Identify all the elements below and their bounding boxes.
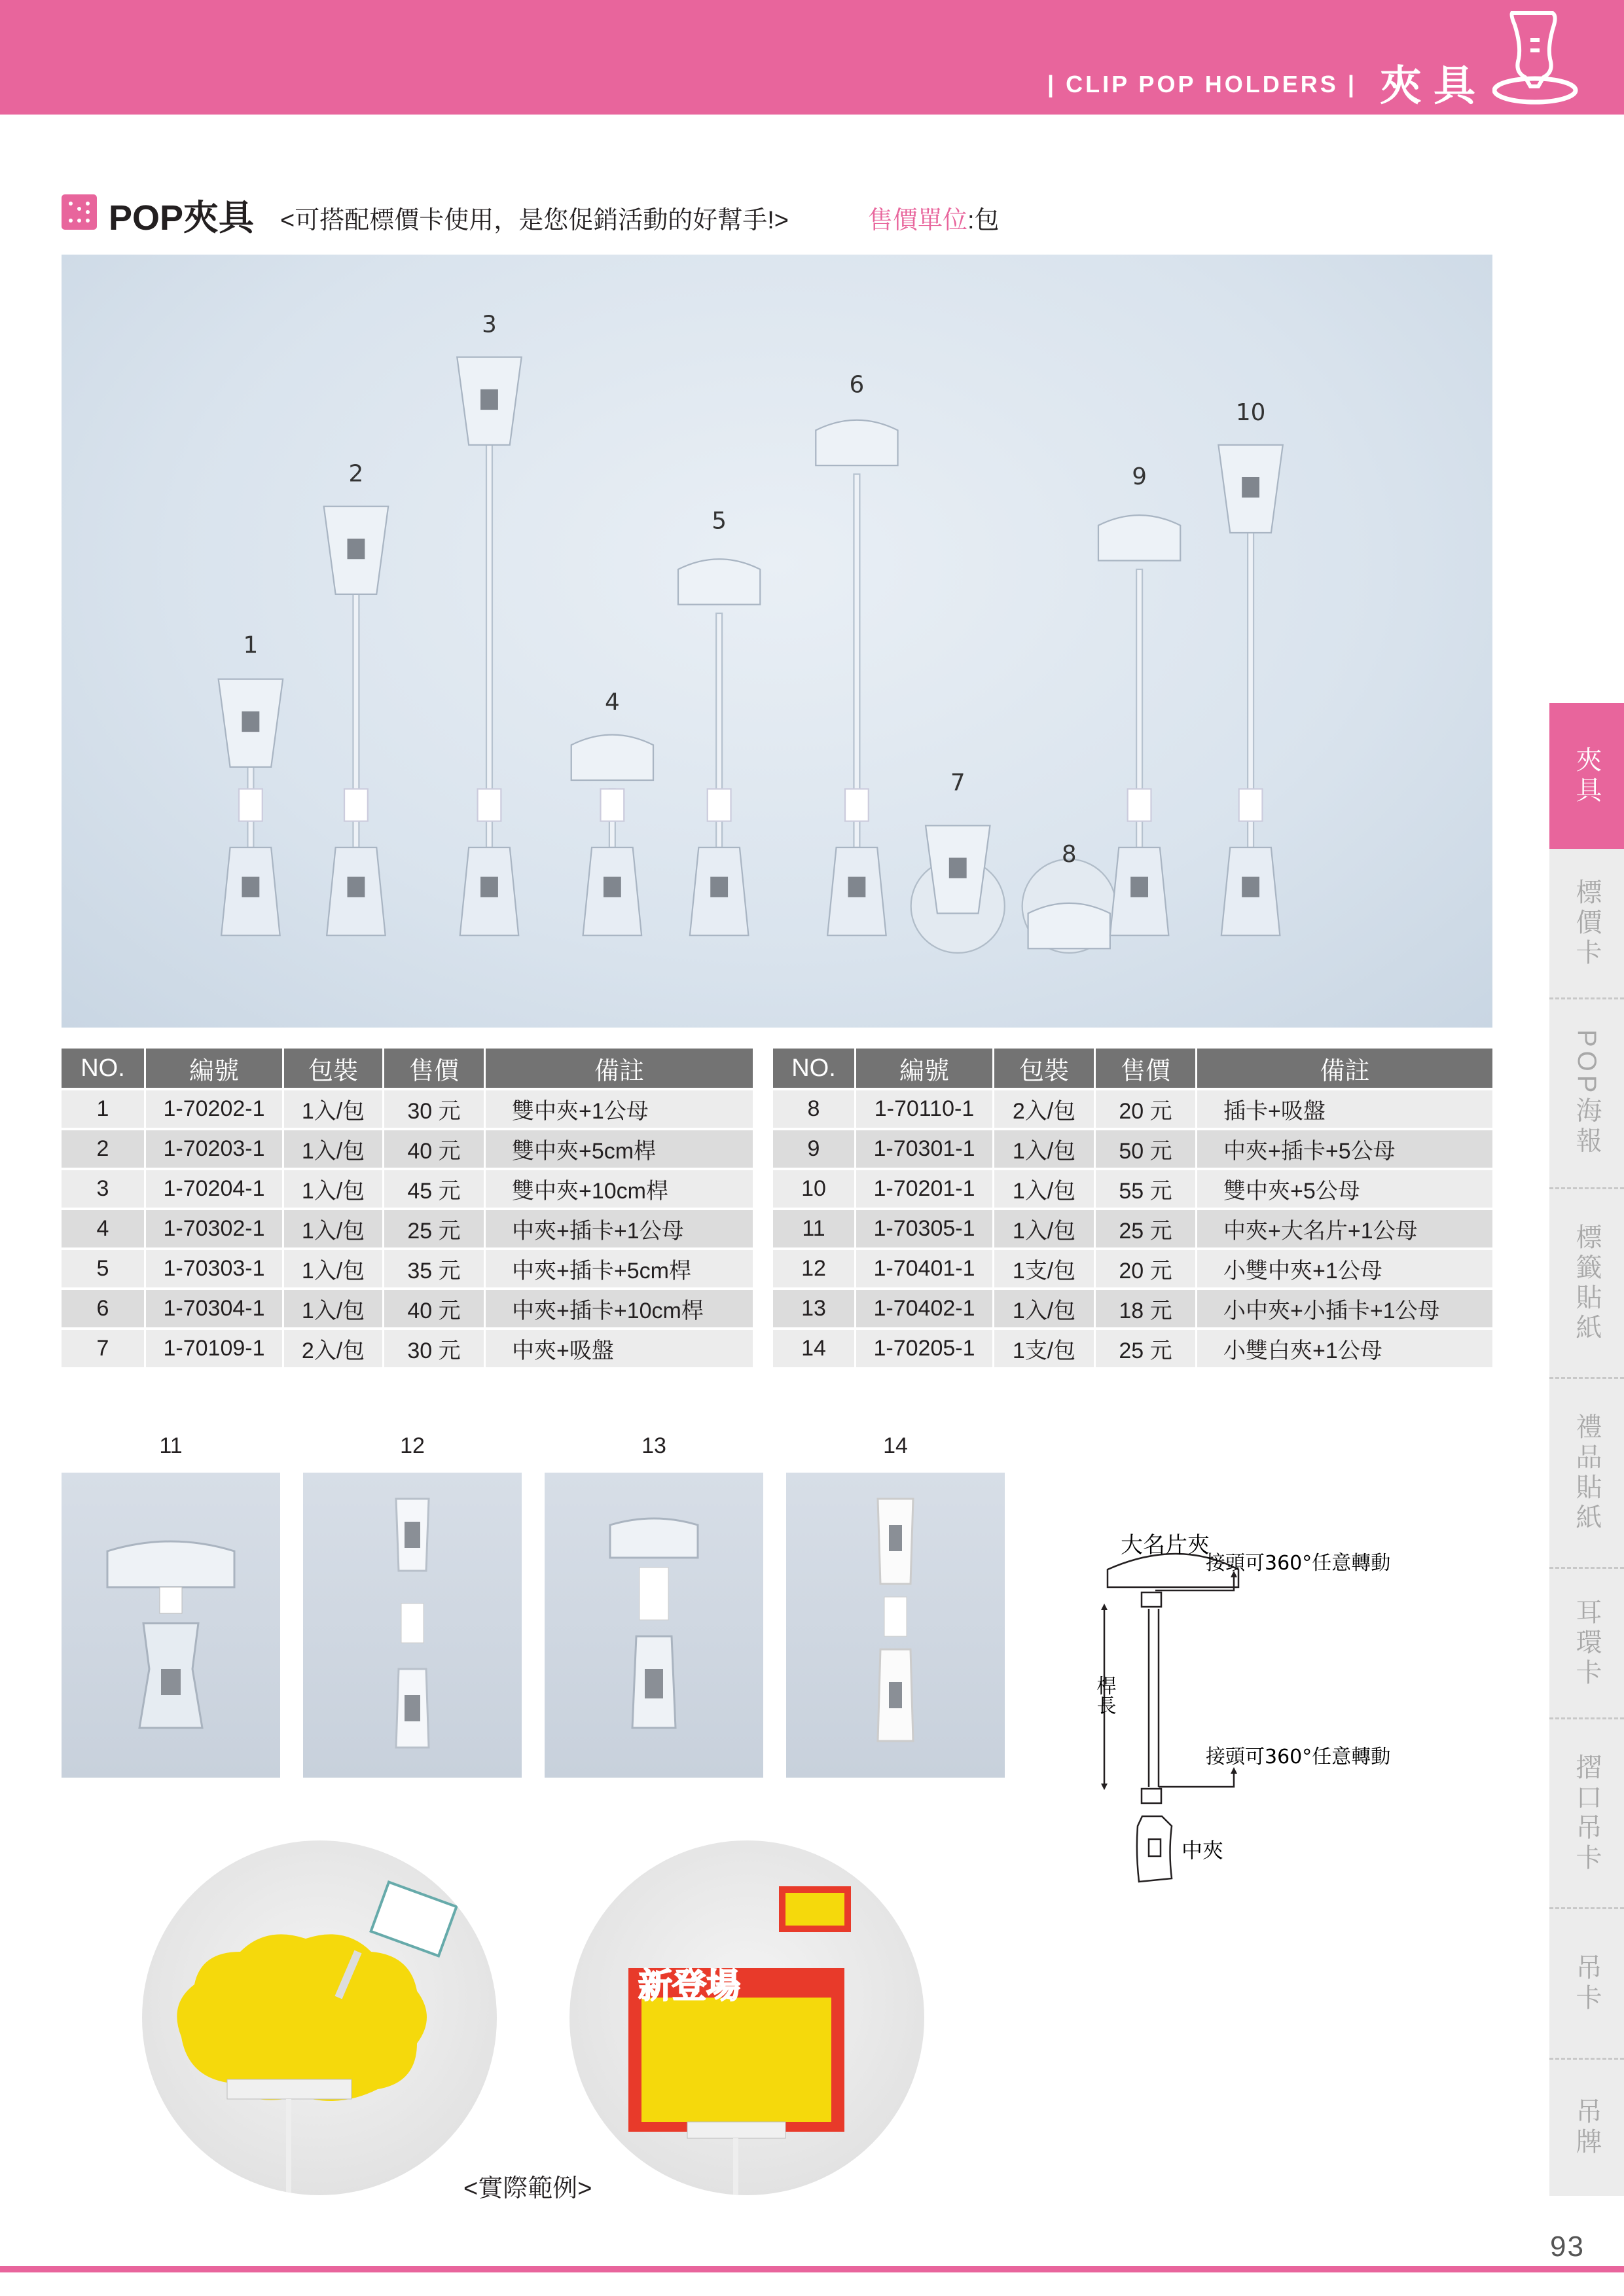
cell-code: 1-70305-1 — [856, 1210, 992, 1247]
product-card-holder — [1098, 515, 1180, 560]
col-price: 售價 — [384, 1049, 484, 1088]
footer-rule — [0, 2266, 1624, 2272]
cell-price: 25 元 — [1096, 1330, 1195, 1367]
cell-note: 雙中夾+5cm桿 — [486, 1130, 753, 1168]
cell-code: 1-70110-1 — [856, 1090, 992, 1128]
col-pack: 包裝 — [284, 1049, 382, 1088]
cell-note: 中夾+插卡+5公母 — [1197, 1130, 1492, 1168]
product-clip-metal — [242, 877, 259, 897]
product-card-holder — [1028, 903, 1110, 948]
col-no: NO. — [773, 1049, 854, 1088]
product-clip-metal — [848, 877, 865, 897]
col-price: 售價 — [1096, 1049, 1195, 1088]
cell-note: 小中夾+小插卡+1公母 — [1197, 1290, 1492, 1327]
cell-price: 35 元 — [384, 1250, 484, 1287]
thumb-label-11: 11 — [159, 1433, 183, 1458]
cell-no: 6 — [62, 1290, 144, 1327]
product-clip-metal — [1242, 477, 1259, 497]
cell-no: 3 — [62, 1170, 144, 1208]
product-rod — [486, 416, 492, 848]
cell-code: 1-70203-1 — [146, 1130, 282, 1168]
table-row — [62, 1130, 753, 1168]
section-title-zh: 夾具 — [1380, 62, 1487, 109]
cell-no: 12 — [773, 1250, 854, 1287]
sidebar-item-label: POP海報 — [1572, 1030, 1601, 1157]
section-bullet-icon — [62, 194, 97, 230]
cell-pack: 1入/包 — [284, 1290, 382, 1327]
sidebar-item-6[interactable] — [1549, 1719, 1624, 1909]
cell-no: 7 — [62, 1330, 144, 1367]
cell-no: 5 — [62, 1250, 144, 1287]
table-row — [773, 1170, 1492, 1208]
cell-no: 11 — [773, 1210, 854, 1247]
category-sidebar — [1549, 703, 1624, 2196]
example-card-text: 新登場 — [638, 1967, 741, 2006]
cell-code: 1-70201-1 — [856, 1170, 992, 1208]
cell-no: 4 — [62, 1210, 144, 1247]
structure-diagram — [1060, 1525, 1519, 2114]
section-subtitle: <可搭配標價卡使用，是您促銷活動的好幫手!> — [280, 207, 789, 234]
product-joint — [708, 789, 731, 821]
cell-code: 1-70202-1 — [146, 1090, 282, 1128]
table-row — [62, 1210, 753, 1247]
sidebar-item-1[interactable] — [1549, 849, 1624, 999]
cell-note: 雙中夾+5公母 — [1197, 1170, 1492, 1208]
product-photo-13 — [545, 1473, 763, 1778]
table-row — [62, 1170, 753, 1208]
table-row — [773, 1290, 1492, 1327]
sidebar-item-label: 摺口吊卡 — [1572, 1753, 1601, 1874]
spec-table-right — [771, 1046, 1494, 1370]
cell-no: 13 — [773, 1290, 854, 1327]
example-photo-yellow-card — [142, 1840, 497, 2195]
product-number-label: 2 — [348, 460, 364, 488]
cell-no: 14 — [773, 1330, 854, 1367]
cell-price: 50 元 — [1096, 1130, 1195, 1168]
cell-pack: 1入/包 — [284, 1130, 382, 1168]
table-row — [773, 1130, 1492, 1168]
cell-price: 30 元 — [384, 1090, 484, 1128]
cell-pack: 1支/包 — [994, 1330, 1094, 1367]
product-number-label: 3 — [482, 311, 497, 338]
cell-note: 雙中夾+10cm桿 — [486, 1170, 753, 1208]
cell-pack: 1入/包 — [284, 1170, 382, 1208]
sidebar-item-2[interactable] — [1549, 999, 1624, 1189]
cell-price: 20 元 — [1096, 1250, 1195, 1287]
product-joint — [1128, 789, 1151, 821]
col-note: 備註 — [486, 1049, 753, 1088]
cell-pack: 1入/包 — [994, 1130, 1094, 1168]
product-photo-11 — [62, 1473, 280, 1778]
cell-price: 18 元 — [1096, 1290, 1195, 1327]
cell-note: 中夾+大名片+1公母 — [1197, 1210, 1492, 1247]
product-photo-12 — [303, 1473, 522, 1778]
product-card-holder — [678, 559, 760, 604]
sidebar-item-7[interactable] — [1549, 1909, 1624, 2060]
cell-price: 25 元 — [1096, 1210, 1195, 1247]
product-clip-metal — [949, 858, 967, 878]
cell-pack: 1入/包 — [994, 1170, 1094, 1208]
section-heading: POP夾具 — [109, 198, 255, 238]
example-photo-red-card — [569, 1840, 924, 2195]
sidebar-item-label: 夾具 — [1572, 745, 1601, 806]
diagram-label-joint-top: 接頭可360°任意轉動 — [1206, 1552, 1391, 1575]
thumb-label-12: 12 — [400, 1433, 425, 1458]
example-caption: <實際範例> — [463, 2175, 592, 2202]
product-number-label: 10 — [1235, 399, 1266, 426]
product-number-label: 8 — [1061, 841, 1077, 869]
page-number: 93 — [1550, 2231, 1585, 2263]
table-row — [773, 1210, 1492, 1247]
cell-note: 插卡+吸盤 — [1197, 1090, 1492, 1128]
product-card-holder — [816, 420, 897, 465]
cell-code: 1-70204-1 — [146, 1170, 282, 1208]
product-number-label: 7 — [950, 769, 965, 797]
spec-table-left — [60, 1046, 755, 1370]
table-row — [773, 1250, 1492, 1287]
product-joint — [478, 789, 501, 821]
cell-price: 45 元 — [384, 1170, 484, 1208]
product-number-label: 9 — [1132, 463, 1147, 491]
product-clip-metal — [710, 877, 728, 897]
table-row — [62, 1250, 753, 1287]
cell-note: 中夾+插卡+10cm桿 — [486, 1290, 753, 1327]
table-row — [62, 1290, 753, 1327]
cell-code: 1-70302-1 — [146, 1210, 282, 1247]
product-photo-14 — [786, 1473, 1005, 1778]
product-number-label: 5 — [712, 507, 727, 535]
cell-code: 1-70205-1 — [856, 1330, 992, 1367]
product-clip-metal — [1242, 877, 1259, 897]
col-code: 編號 — [856, 1049, 992, 1088]
product-clip-metal — [1130, 877, 1148, 897]
sidebar-item-label: 吊卡 — [1572, 1953, 1601, 2014]
product-number-label: 6 — [849, 371, 865, 399]
cell-code: 1-70301-1 — [856, 1130, 992, 1168]
col-pack: 包裝 — [994, 1049, 1094, 1088]
table-row — [773, 1330, 1492, 1367]
cell-no: 8 — [773, 1090, 854, 1128]
cell-note: 中夾+插卡+1公母 — [486, 1210, 753, 1247]
thumb-label-14: 14 — [883, 1433, 908, 1458]
cell-price: 20 元 — [1096, 1090, 1195, 1128]
clip-holder-icon — [1492, 7, 1581, 105]
cell-pack: 2入/包 — [994, 1090, 1094, 1128]
cell-price: 40 元 — [384, 1130, 484, 1168]
product-clip-metal — [480, 389, 498, 410]
product-joint — [600, 789, 624, 821]
cell-price: 30 元 — [384, 1330, 484, 1367]
product-clip-metal — [242, 711, 259, 732]
cell-no: 1 — [62, 1090, 144, 1128]
cell-pack: 1入/包 — [284, 1250, 382, 1287]
product-clip-metal — [348, 877, 365, 897]
col-no: NO. — [62, 1049, 144, 1088]
cell-code: 1-70109-1 — [146, 1330, 282, 1367]
cell-note: 中夾+插卡+5cm桿 — [486, 1250, 753, 1287]
cell-price: 40 元 — [384, 1290, 484, 1327]
product-joint — [1239, 789, 1263, 821]
sidebar-item-label: 吊牌 — [1572, 2098, 1601, 2158]
cell-price: 25 元 — [384, 1210, 484, 1247]
sidebar-item-label: 標價卡 — [1572, 878, 1601, 969]
table-row — [62, 1090, 753, 1128]
cell-note: 中夾+吸盤 — [486, 1330, 753, 1367]
diagram-label-top: 大名片夾 — [1121, 1532, 1210, 1558]
cell-code: 1-70402-1 — [856, 1290, 992, 1327]
product-joint — [344, 789, 368, 821]
cell-note: 雙中夾+1公母 — [486, 1090, 753, 1128]
sidebar-item-label: 禮品貼紙 — [1572, 1412, 1601, 1534]
sidebar-item-4[interactable] — [1549, 1379, 1624, 1569]
col-code: 編號 — [146, 1049, 282, 1088]
product-clip-metal — [480, 877, 498, 897]
sidebar-item-label: 耳環卡 — [1572, 1598, 1601, 1689]
product-clip-metal — [604, 877, 621, 897]
cell-pack: 1入/包 — [994, 1290, 1094, 1327]
cell-code: 1-70304-1 — [146, 1290, 282, 1327]
diagram-label-joint-bottom: 接頭可360°任意轉動 — [1206, 1746, 1391, 1768]
sidebar-item-5[interactable] — [1549, 1569, 1624, 1719]
cell-code: 1-70401-1 — [856, 1250, 992, 1287]
diagram-label-rod: 桿長 — [1092, 1676, 1116, 1715]
cell-note: 小雙中夾+1公母 — [1197, 1250, 1492, 1287]
col-note: 備註 — [1197, 1049, 1492, 1088]
product-number-label: 4 — [604, 689, 620, 716]
cell-note: 小雙白夾+1公母 — [1197, 1330, 1492, 1367]
sidebar-item-8[interactable] — [1549, 2060, 1624, 2196]
product-photo — [62, 255, 1492, 1028]
price-unit-value: :包 — [967, 207, 1000, 234]
product-clip-metal — [348, 539, 365, 559]
cell-pack: 1支/包 — [994, 1250, 1094, 1287]
section-title-en: | CLIP POP HOLDERS | — [1047, 71, 1357, 98]
product-joint — [239, 789, 262, 821]
product-joint — [845, 789, 869, 821]
table-row — [773, 1090, 1492, 1128]
table-row — [62, 1330, 753, 1367]
cell-price: 55 元 — [1096, 1170, 1195, 1208]
price-unit — [868, 200, 1000, 236]
cell-no: 2 — [62, 1130, 144, 1168]
thumb-label-13: 13 — [641, 1433, 666, 1458]
product-number-label: 1 — [243, 632, 259, 659]
cell-no: 9 — [773, 1130, 854, 1168]
cell-pack: 1入/包 — [994, 1210, 1094, 1247]
product-lineup — [62, 255, 1492, 1028]
cell-pack: 1入/包 — [284, 1210, 382, 1247]
sidebar-item-3[interactable] — [1549, 1189, 1624, 1379]
product-card-holder — [571, 735, 653, 780]
diagram-label-clip: 中夾 — [1182, 1838, 1224, 1863]
cell-code: 1-70303-1 — [146, 1250, 282, 1287]
price-unit-label: 售價單位 — [868, 207, 968, 234]
cell-pack: 1入/包 — [284, 1090, 382, 1128]
cell-no: 10 — [773, 1170, 854, 1208]
sidebar-item-label: 標籤貼紙 — [1572, 1223, 1601, 1344]
sidebar-item-0[interactable] — [1549, 703, 1624, 849]
cell-pack: 2入/包 — [284, 1330, 382, 1367]
